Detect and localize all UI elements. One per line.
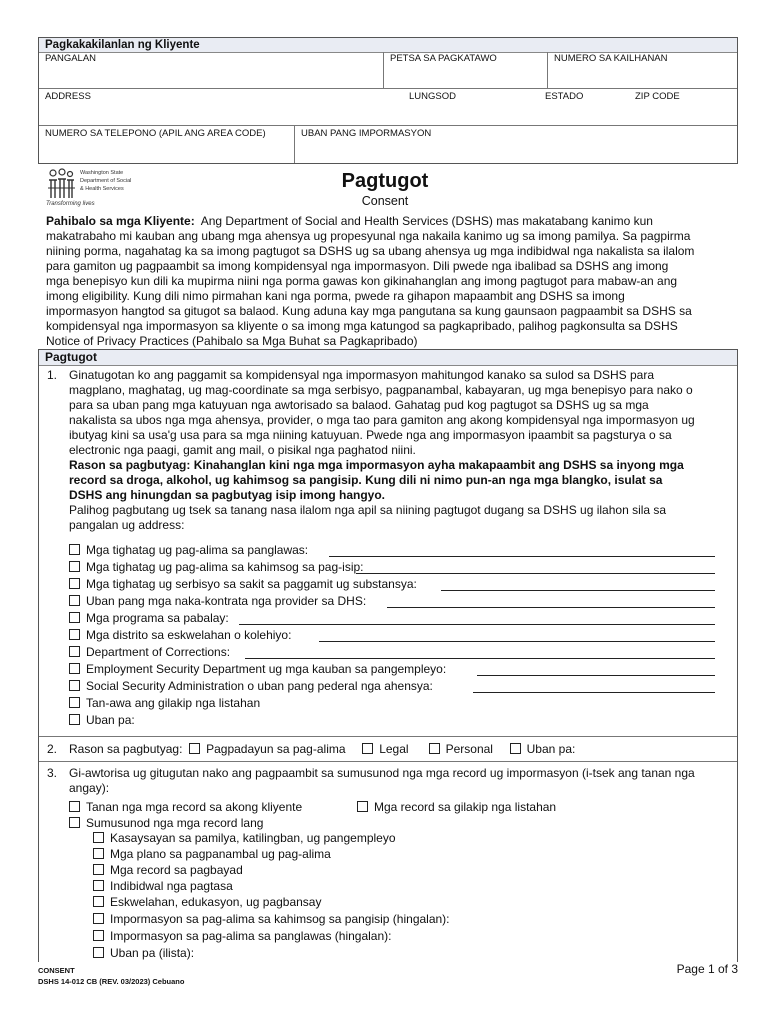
- item-1-line: para sa uban pang mga katuyuan nga awtorisado sa balaod. Gahatag pud kog pagtugot sa DSHS ug sa mga: [69, 398, 649, 412]
- record-type-item[interactable]: [93, 831, 396, 846]
- client-info-header: [39, 38, 737, 53]
- records-attached-option[interactable]: [357, 800, 556, 815]
- records-following-option[interactable]: [69, 816, 263, 831]
- name-label: PANGALAN: [45, 53, 97, 64]
- reason-line: record sa droga, alkohol, ug kahimsog sa pangisip. Kung dili ni nimo pun-an nga mga blangko, isulat sa: [69, 473, 663, 487]
- checkbox[interactable]: [69, 612, 80, 623]
- checkbox[interactable]: [69, 646, 80, 657]
- item-1-line: nakalista sa ubos nga mga ahensya, provider, o mga tao para gamiton ang akong kompidensyal nga impormasyon ug: [69, 413, 695, 427]
- item-1-text: [69, 368, 737, 533]
- item-1-line: magplano, maghatag, ug mag-coordinate sa mga serbisyo, pagpanambal, kabayaran, ug mga benepisyo para nako o: [69, 383, 693, 397]
- item-2-row: [69, 742, 575, 757]
- consent-header-text: Pagtugot: [45, 350, 97, 364]
- dob-label: PETSA SA PAGKATAWO: [390, 53, 497, 64]
- other-info-field[interactable]: [297, 139, 735, 161]
- checkbox[interactable]: [69, 561, 80, 572]
- fill-in-line[interactable]: [239, 624, 715, 625]
- checklist-item[interactable]: [69, 577, 417, 592]
- id-number-label: NUMERO SA KAILHANAN: [554, 53, 668, 64]
- checklist-item[interactable]: [69, 594, 366, 609]
- form-code: DSHS 14-012 CB (REV. 03/2023) Cebuano: [38, 977, 185, 986]
- divider: [39, 125, 737, 126]
- phone-label: NUMERO SA TELEPONO (APIL ANG AREA CODE): [45, 128, 266, 139]
- checkbox[interactable]: [69, 801, 80, 812]
- checkbox[interactable]: [93, 880, 104, 891]
- client-info-table: [38, 37, 738, 164]
- client-info-header-text: Pagkakakilanlan ng Kliyente: [45, 39, 200, 51]
- checkbox-continuity[interactable]: [189, 743, 200, 754]
- address-field[interactable]: [40, 102, 400, 122]
- checkbox[interactable]: [93, 832, 104, 843]
- checklist-item[interactable]: [69, 662, 446, 677]
- divider: [39, 88, 737, 89]
- option-label: Tanan nga mga record sa akong kliyente: [86, 800, 303, 814]
- checkbox[interactable]: [69, 544, 80, 555]
- notice-line: impormasyon hangtod sa gitugot sa balaod. Kung aduna kay mga pangutana sa kung gaunsaon pagpaambit sa DSHS sa: [46, 304, 692, 318]
- record-type-item[interactable]: [93, 879, 233, 894]
- checklist-label: Mga distrito sa eskwelahan o kolehiyo:: [86, 628, 292, 642]
- state-label: ESTADO: [545, 91, 584, 102]
- records-all-option[interactable]: [69, 800, 302, 815]
- checklist-label: Mga tighatag ug pag-alima sa panglawas:: [86, 543, 309, 557]
- other-info-label: UBAN PANG IMPORMASYON: [301, 128, 432, 139]
- checkbox[interactable]: [69, 629, 80, 640]
- instruction-line: pangalan ug address:: [69, 518, 185, 532]
- item-3-line: Gi-awtorisa ug gitugutan nako ang pagpaambit sa sumusunod nga mga record ug impormasyon (i-tsek ang tanan nga: [69, 766, 695, 780]
- checkbox[interactable]: [69, 578, 80, 589]
- checklist-item[interactable]: [69, 679, 433, 694]
- checklist-label: Mga tighatag ug serbisyo sa sakit sa paggamit ug substansya:: [86, 577, 417, 591]
- divider: [383, 52, 384, 89]
- record-type-label: Kasaysayan sa pamilya, katilingban, ug pangempleyo: [110, 831, 396, 845]
- fill-in-line[interactable]: [329, 556, 715, 557]
- option-other: Uban pa:: [526, 742, 576, 756]
- checkbox[interactable]: [357, 801, 368, 812]
- checkbox[interactable]: [93, 896, 104, 907]
- instruction-line: Palihog pagbutang ug tsek sa tanang nasa ilalom nga apil sa niining pagtugot dugang sa DSHS ug ilahon sila sa: [69, 503, 667, 517]
- page-number: Page 1 of 3: [676, 962, 738, 976]
- checklist-label: Employment Security Department ug mga kauban sa pangempleyo:: [86, 662, 447, 676]
- notice-line: makatrabaho mi kauban ang ubang mga ahensya ug propesyunal nga nakaila kanimo ug sa imong pamilya. Sa pagpirma: [46, 229, 691, 243]
- item-2-number: 2.: [47, 742, 58, 756]
- checklist-label: Mga programa sa pabalay:: [86, 611, 229, 625]
- name-field[interactable]: [40, 63, 380, 85]
- notice-line: Notice of Privacy Practices (Pahibalo sa Mga Buhat sa Pagkapribado): [46, 334, 418, 348]
- reason-line: DSHS ang hinungdan sa pagbutyag isip imong hangyo.: [69, 488, 386, 502]
- item-1-line: ibutyag kini sa usa'g usa para sa mga niining katuyuan. Pwede nga ang impormasyon ipaambit sa pagsturya o sa: [69, 428, 672, 442]
- record-type-label: Uban pa (ilista):: [110, 946, 195, 960]
- record-type-label: Impormasyon sa pag-alima sa kahimsog sa pangisip (hingalan):: [110, 912, 450, 926]
- record-type-label: Indibidwal nga pagtasa: [110, 879, 233, 893]
- form-name: CONSENT: [38, 966, 75, 975]
- fill-in-line[interactable]: [245, 658, 715, 659]
- notice-line: imong eligibility. Kung dili nimo pirmahan kani nga porma, pwede ra gihapon mapaambit ang DSHS sa imong: [46, 289, 625, 303]
- notice-line: para gamiton ug pagpaambit sa imong kompidensyal nga impormasyon. Dili pwede nga ibalibad sa DSHS ang imong: [46, 259, 669, 273]
- option-label: Mga record sa gilakip nga listahan: [374, 800, 557, 814]
- notice-line: kompidensyal nga impormasyon sa kliyente o sa imong mga katungod sa pagkapribado, palihog pagkonsulta sa DSHS: [46, 319, 678, 333]
- checklist-item[interactable]: [69, 560, 364, 575]
- item-3-line: angay):: [69, 781, 110, 795]
- fill-in-line[interactable]: [441, 590, 715, 591]
- checkbox-other[interactable]: [510, 743, 521, 754]
- logo-line-2: Department of Social: [80, 178, 132, 184]
- notice-line: mga benepisyo kun dili ka mupirma niini nga porma gawas kon gikinahanglan ang imong pagtugot para mabaw-an ang: [46, 274, 678, 288]
- zip-label: ZIP CODE: [635, 91, 680, 102]
- fill-in-line[interactable]: [473, 692, 715, 693]
- checkbox[interactable]: [69, 595, 80, 606]
- consent-header: [39, 350, 737, 366]
- divider: [39, 761, 737, 762]
- checklist-item[interactable]: [69, 543, 308, 558]
- fill-in-line[interactable]: [477, 675, 715, 676]
- item-1-line: Ginatugotan ko ang paggamit sa kompidensyal nga impormasyon mahitungod kanako sa sulod sa DSHS para: [69, 368, 655, 382]
- notice-line: niining porma, nagahatag ka sa imong pagtugot sa DSHS ug sa ubang ahensya ug mga indibidwal nga nakalista sa ilalom: [46, 244, 695, 258]
- divider: [547, 52, 548, 89]
- notice-lead: Pahibalo sa mga Kliyente:: [46, 214, 195, 228]
- checklist-item[interactable]: [69, 696, 260, 711]
- item-2-label: Rason sa pagbutyag:: [69, 742, 183, 756]
- city-field[interactable]: [404, 102, 534, 122]
- phone-field[interactable]: [40, 139, 290, 161]
- checklist-label: Social Security Administration o uban pang pederal nga ahensya:: [86, 679, 433, 693]
- state-field[interactable]: [540, 102, 620, 122]
- id-number-field[interactable]: [549, 63, 735, 85]
- checkbox[interactable]: [69, 663, 80, 674]
- logo-tagline: Transforming lives: [46, 201, 95, 207]
- page-subtitle: Consent: [361, 194, 409, 208]
- record-type-label: Mga plano sa pagpanambal ug pag-alima: [110, 847, 331, 861]
- record-type-item[interactable]: [93, 863, 243, 878]
- record-type-item[interactable]: [93, 895, 321, 910]
- fill-in-line[interactable]: [356, 573, 715, 574]
- checkbox[interactable]: [93, 930, 104, 941]
- record-type-label: Mga record sa pagbayad: [110, 863, 243, 877]
- fill-in-line[interactable]: [319, 641, 715, 642]
- checkbox[interactable]: [93, 947, 104, 958]
- checklist-label: Uban pang mga naka-kontrata nga provider sa DHS:: [86, 594, 367, 608]
- item-3-text: [69, 766, 737, 796]
- record-type-item[interactable]: [93, 847, 331, 862]
- option-personal: Personal: [445, 742, 493, 756]
- record-type-item[interactable]: [93, 912, 450, 927]
- item-1-line: electronic nga paagi, gamit ang mail, o pisikal nga paghatod niini.: [69, 443, 416, 457]
- checkbox[interactable]: [93, 864, 104, 875]
- logo-line-3: & Health Services: [80, 186, 124, 192]
- record-type-label: Impormasyon sa pag-alima sa panglawas (hingalan):: [110, 929, 392, 943]
- divider: [294, 125, 295, 163]
- option-continuity: Pagpadayun sa pag-alima: [206, 742, 346, 756]
- city-label: LUNGSOD: [409, 91, 456, 102]
- item-3-number: 3.: [47, 766, 58, 780]
- checkbox[interactable]: [69, 680, 80, 691]
- checklist-label: Tan-awa ang gilakip nga listahan: [86, 696, 261, 710]
- checkbox[interactable]: [69, 714, 80, 725]
- checklist-item[interactable]: [69, 611, 229, 626]
- reason-line: Rason sa pagbutyag: Kinahanglan kini nga mga impormasyon ayha makapaambit ang DSHS sa inyong mga: [69, 458, 684, 472]
- checklist-label: Uban pa:: [86, 713, 135, 727]
- record-type-item[interactable]: [93, 946, 194, 961]
- record-type-item[interactable]: [93, 929, 391, 944]
- checklist-label: Mga tighatag ug pag-alima sa kahimsog sa pag-isip:: [86, 560, 364, 574]
- zip-field[interactable]: [629, 102, 735, 122]
- option-legal: Legal: [379, 742, 409, 756]
- checklist-label: Department of Corrections:: [86, 645, 231, 659]
- page-title: Pagtugot: [341, 170, 429, 192]
- option-label: Sumusunod nga mga record lang: [86, 816, 264, 830]
- dob-field[interactable]: [385, 63, 545, 85]
- checkbox[interactable]: [93, 913, 104, 924]
- checkbox-personal[interactable]: [429, 743, 440, 754]
- client-notice: [46, 214, 746, 349]
- checklist-item[interactable]: [69, 713, 135, 728]
- consent-section: [38, 349, 738, 962]
- checkbox[interactable]: [69, 817, 80, 828]
- checkbox[interactable]: [93, 848, 104, 859]
- item-1-number: 1.: [47, 368, 58, 382]
- checkbox[interactable]: [69, 697, 80, 708]
- fill-in-line[interactable]: [387, 607, 715, 608]
- checkbox-legal[interactable]: [362, 743, 373, 754]
- notice-line: Ang Department of Social and Health Services (DSHS) mas makatabang kanimo kun: [200, 214, 653, 228]
- record-type-label: Eskwelahan, edukasyon, ug pagbansay: [110, 895, 322, 909]
- checklist-item[interactable]: [69, 628, 291, 643]
- divider: [39, 736, 737, 737]
- checklist-item[interactable]: [69, 645, 230, 660]
- logo-line-1: Washington State: [80, 170, 124, 176]
- address-label: ADDRESS: [45, 91, 91, 102]
